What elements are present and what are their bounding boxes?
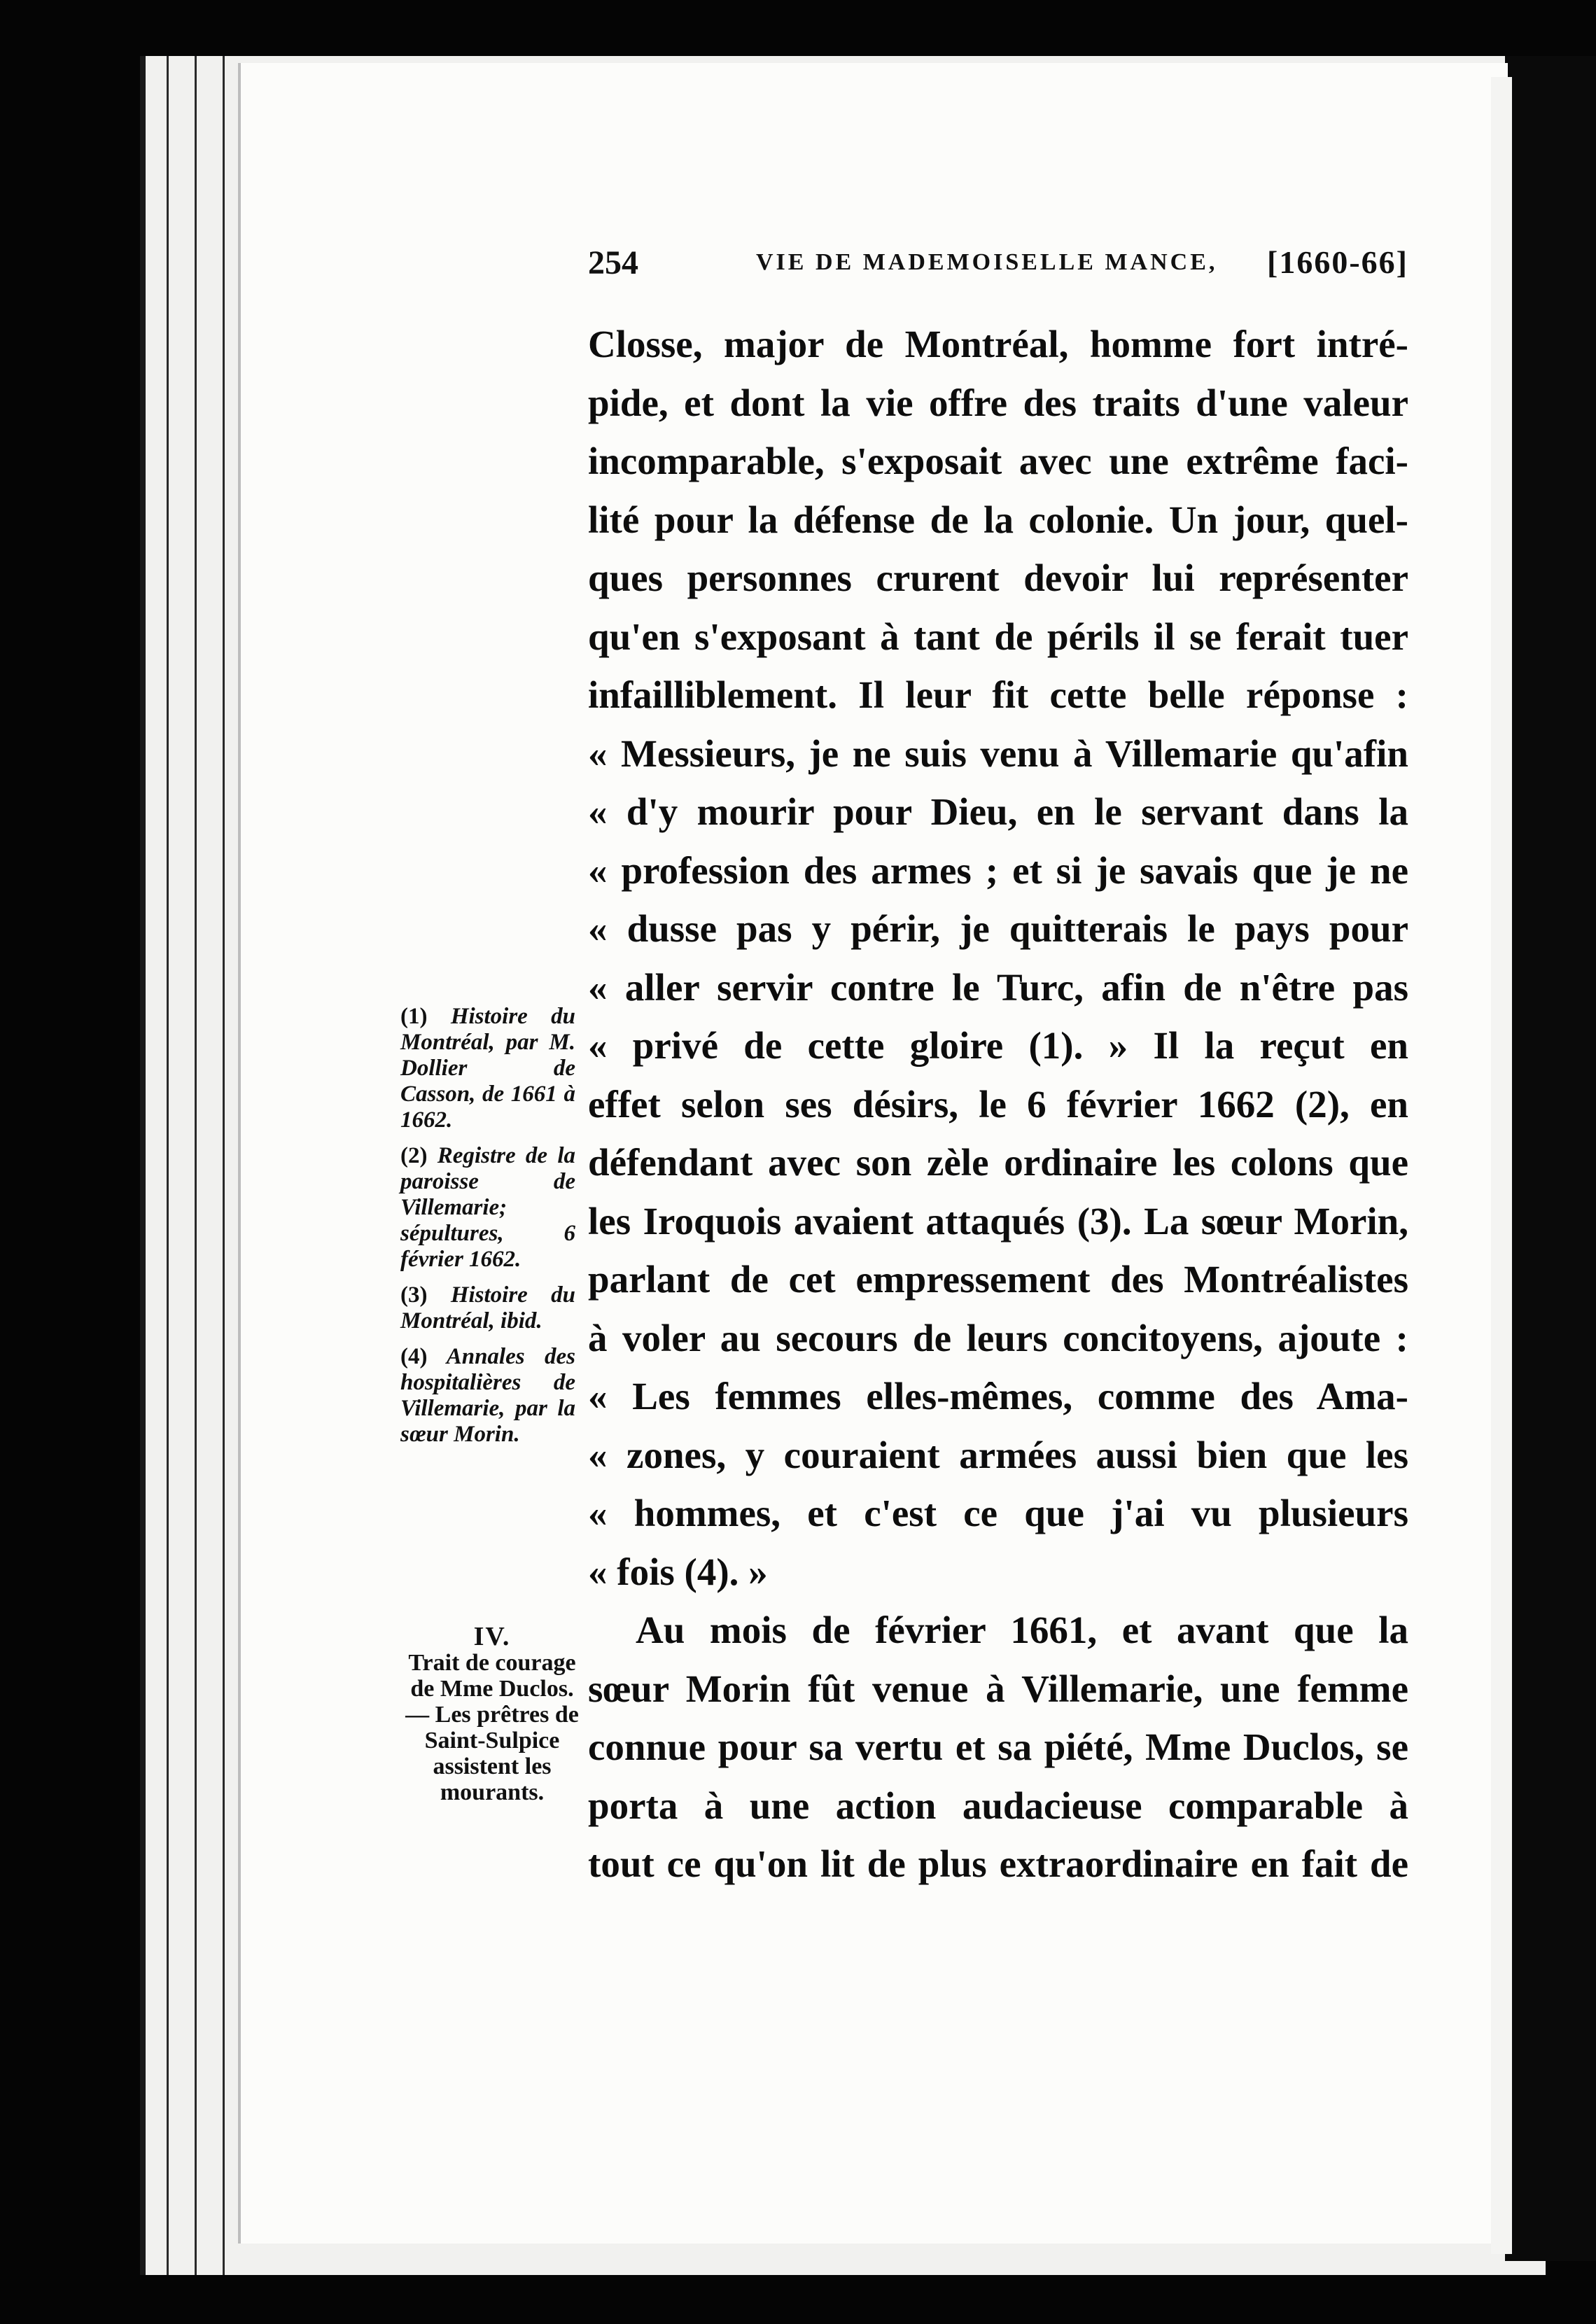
footnote <box>400 1004 575 1133</box>
sidenote-text: Trait de courage de Mme Duclos. — Les prêtres de Saint-Sulpice assistent les mourants. <box>405 1650 579 1805</box>
text-line: tout ce qu'on lit de plus extraordinaire en fait de <box>588 1842 1408 1885</box>
footnote-number: (4) <box>400 1344 428 1369</box>
footnote-number: (2) <box>400 1143 428 1168</box>
text-line: « d'y mourir pour Dieu, en le servant dans la <box>588 790 1408 833</box>
text-line: Closse, major de Montréal, homme fort intré- <box>588 323 1408 365</box>
text-line: incomparable, s'exposait avec une extrême faci- <box>588 440 1408 482</box>
text-line: lité pour la défense de la colonie. Un jour, quel- <box>588 498 1408 541</box>
running-title: VIE DE MADEMOISELLE MANCE, <box>756 249 1218 275</box>
running-date-range: [1660-66] <box>1267 244 1408 280</box>
text-line: les Iroquois avaient attaqués (3). La sœur Morin, <box>588 1199 1408 1242</box>
running-head <box>588 244 1408 293</box>
page-edge-line <box>167 56 169 2275</box>
footnote <box>400 1344 575 1448</box>
text-line: « hommes, et c'est ce que j'ai vu plusieurs <box>588 1492 1408 1534</box>
page-number: 254 <box>588 244 638 281</box>
text-line: ques personnes crurent devoir lui représenter <box>588 556 1408 599</box>
text-line: « dusse pas y périr, je quitterais le pays pour <box>588 907 1408 950</box>
footnote-number: (3) <box>400 1282 428 1308</box>
text-line: « privé de cette gloire (1). » Il la reçut en <box>588 1024 1408 1067</box>
footnote-text: Histoire du Montréal, par M. Dollier de Casson, de 1661 à 1662. <box>400 1004 575 1133</box>
text-line: « zones, y couraient armées aussi bien que les <box>588 1433 1408 1476</box>
page-edge-line <box>195 56 197 2275</box>
footnote-number: (1) <box>400 1004 428 1029</box>
footnote <box>400 1143 575 1273</box>
book-edge <box>1505 56 1596 2261</box>
section-sidenote <box>400 1624 584 1805</box>
body-text <box>588 315 1408 1893</box>
text-line: infailliblement. Il leur fit cette belle réponse : <box>588 673 1408 716</box>
text-line: connue pour sa vertu et sa piété, Mme Duclos, se <box>588 1726 1408 1768</box>
footnote-text: Annales des hospitalières de Villemarie, par la sœur Morin. <box>400 1344 575 1447</box>
text-line: « aller servir contre le Turc, afin de n'être pas <box>588 965 1408 1009</box>
text-line: parlant de cet empressement des Montréalistes <box>588 1258 1408 1301</box>
footnote-text: Registre de la paroisse de Villemarie; sépultures, 6 février 1662. <box>400 1143 575 1272</box>
marginal-footnotes <box>400 1004 575 1457</box>
page-right-edge <box>1491 77 1512 2254</box>
text-line: à voler au secours de leurs concitoyens, ajoute : <box>588 1316 1408 1359</box>
text-line: effet selon ses désirs, le 6 février 1662 (2), en <box>588 1082 1408 1126</box>
text-line: qu'en s'exposant à tant de périls il se ferait tuer <box>588 615 1408 658</box>
text-line: porta à une action audacieuse comparable à <box>588 1784 1408 1827</box>
paragraph-start-line: Au mois de février 1661, et avant que la <box>636 1609 1408 1651</box>
text-line: pide, et dont la vie offre des traits d'une valeur <box>588 381 1408 424</box>
page-edge-line <box>223 56 225 2275</box>
text-line: « Les femmes elles-mêmes, comme des Ama- <box>588 1375 1408 1418</box>
section-numeral: IV. <box>473 1622 511 1651</box>
text-line: « fois (4). » <box>588 1550 768 1593</box>
text-line: « Messieurs, je ne suis venu à Villemarie qu'afin <box>588 732 1408 775</box>
text-line: défendant avec son zèle ordinaire les colons que <box>588 1141 1408 1184</box>
text-line: sœur Morin fût venue à Villemarie, une femme <box>588 1667 1408 1710</box>
footnote <box>400 1282 575 1334</box>
text-line: « profession des armes ; et si je savais que je ne <box>588 848 1408 892</box>
footnote-text: Histoire du Montréal, ibid. <box>400 1282 575 1334</box>
